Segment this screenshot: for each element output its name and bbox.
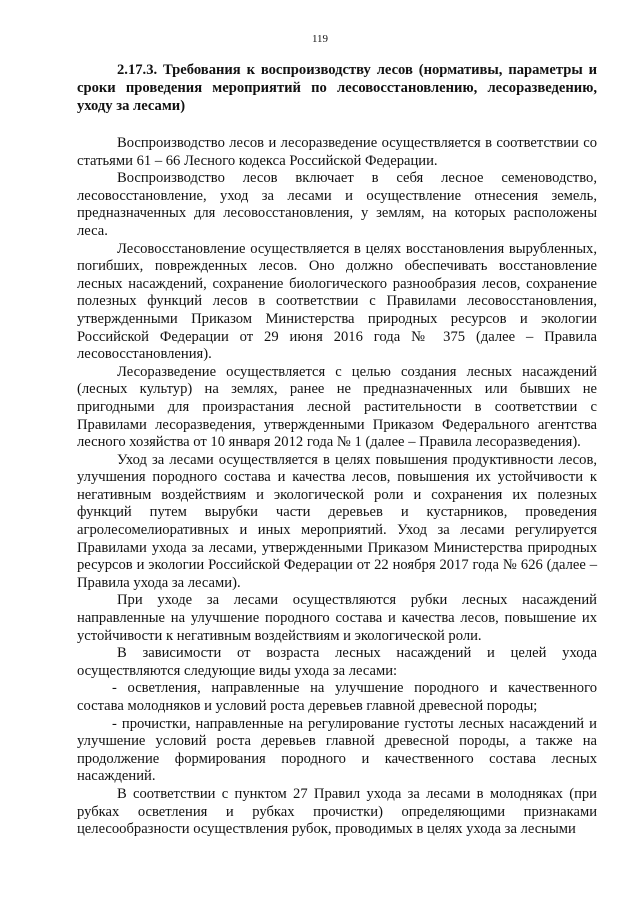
section-heading: 2.17.3. Требования к воспроизводству лесов (нормативы, параметры и сроки проведения мероприятий по лесовосстановлению, лесоразведению, уходу за лесами)	[77, 62, 597, 114]
paragraph-reproduction-legal-basis: Воспроизводство лесов и лесоразведение осуществляется в соответствии со статьями 61 – 66 Лесного кодекса Российской Федерации.	[77, 135, 597, 169]
paragraph-reproduction-scope: Воспроизводство лесов включает в себя лесное семеноводство, лесовосстановление, уход за лесами и осуществление отнесения земель, предназначенных для лесовосстановления, у землям, на которых расположены леса.	[77, 170, 597, 239]
paragraph-afforestation: Лесоразведение осуществляется с целью создания лесных насаждений (лесных культур) на землях, ранее не предназначенных или бывших не пригодными для произрастания лесной растительности в соответствии с Правилами лесоразведения, утвержденными Приказом Федерального агентства лесного хозяйства от 10 января 2012 года № 1 (далее – Правила лесоразведения).	[77, 363, 597, 451]
page-content	[77, 61, 597, 839]
list-item-cleaning-cutting: - прочистки, направленные на регулирование густоты лесных насаждений и улучшение условий роста деревьев главной древесной породы, а также на продолжение формирования породного и качественного состава лесных насаждений.	[77, 715, 597, 785]
body-text	[77, 135, 597, 839]
paragraph-rule-27: В соответствии с пунктом 27 Правил ухода за лесами в молодняках (при рубках осветления и рубках прочистки) определяющими признаками целесообразности осуществления рубок, проводимых в целях ухода за лесными	[77, 785, 597, 838]
paragraph-care-types-intro: В зависимости от возраста лесных насаждений и целей ухода осуществляются следующие виды ухода за лесами:	[77, 645, 597, 679]
list-item-clarification-cutting: - осветления, направленные на улучшение породного и качественного состава молодняков и условий роста деревьев главной древесной породы;	[77, 680, 597, 714]
paragraph-care-fellings: При уходе за лесами осуществляются рубки лесных насаждений направленные на улучшение породного состава и качества лесов, повышение их устойчивости к негативным воздействиям и экологической роли.	[77, 592, 597, 644]
paragraph-reforestation: Лесовосстановление осуществляется в целях восстановления вырубленных, погибших, поврежденных лесов. Оно должно обеспечивать восстановление лесных насаждений, сохранение биологического разнообразия лесов, сохранение полезных функций лесов в соответствии с Правилами лесовосстановления, утвержденными Приказом Министерства природных ресурсов и экологии Российской Федерации от 29 июня 2016 года № 375 (далее – Правила лесовосстановления).	[77, 240, 597, 363]
paragraph-forest-care: Уход за лесами осуществляется в целях повышения продуктивности лесов, улучшения породного состава и качества лесов, повышения их устойчивости к негативным воздействиям и экологической роли и сохранения их полезных функций путем вырубки части деревьев и кустарников, проведения агролесомелиоративных и иных мероприятий. Уход за лесами регулируется Правилами ухода за лесами, утвержденными Приказом Министерства природных ресурсов и экологии Российской Федерации от 22 ноября 2017 года № 626 (далее – Правила ухода за лесами).	[77, 451, 597, 591]
page-number: 119	[311, 33, 329, 45]
